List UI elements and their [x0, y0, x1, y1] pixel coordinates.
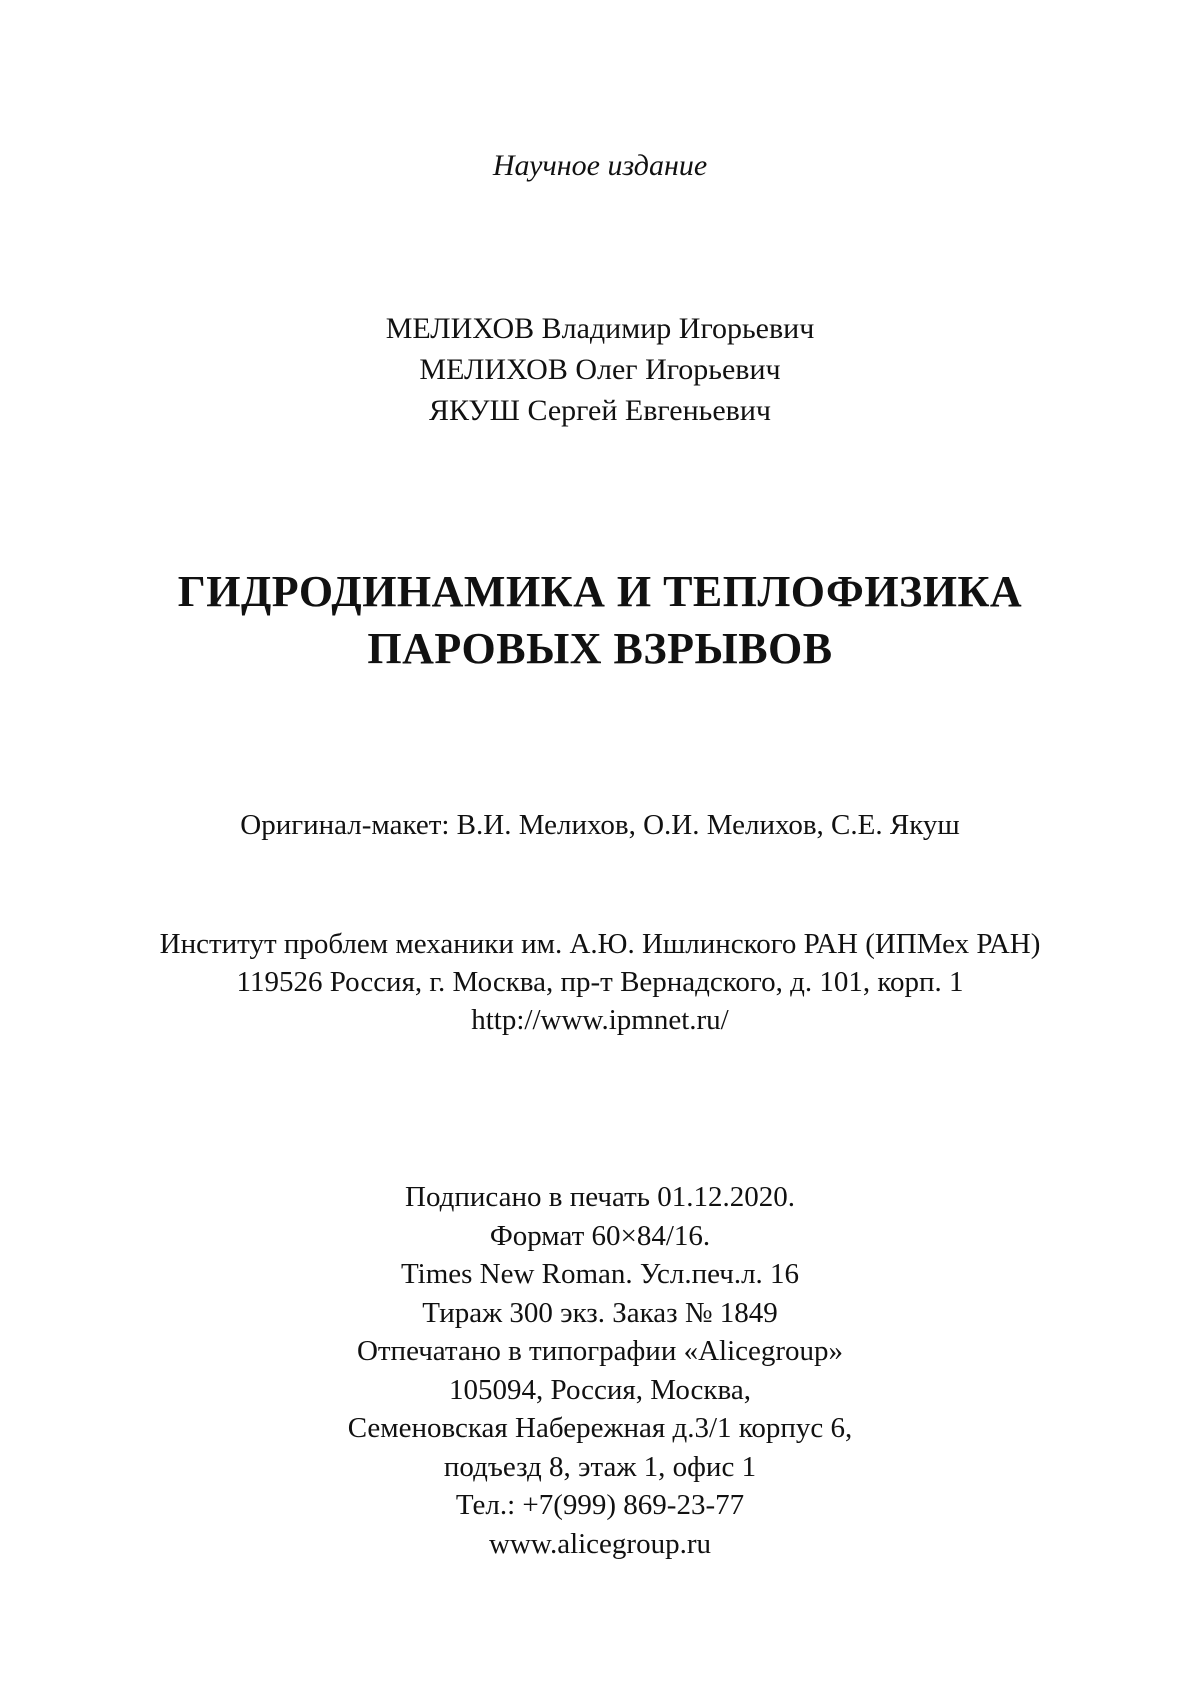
publication-type-text: Научное издание: [492, 149, 708, 182]
layout-credit: [0, 807, 1200, 843]
imprint-format: Формат 60×84/16.: [489, 1219, 711, 1252]
imprint-font-and-sheets: Times New Roman. Усл.печ.л. 16: [400, 1258, 800, 1290]
imprint-website: www.alicegroup.ru: [489, 1527, 711, 1560]
book-title-line-1: ГИДРОДИНАМИКА И ТЕПЛОФИЗИКА: [177, 567, 1023, 616]
author-name: МЕЛИХОВ Владимир Игорьевич: [385, 312, 815, 345]
imprint-printer-address-line-1: 105094, Россия, Москва,: [449, 1373, 751, 1406]
imprint-printer-address-line-3: подъезд 8, этаж 1, офис 1: [443, 1450, 757, 1483]
layout-credit-text: Оригинал-макет: В.И. Мелихов, О.И. Мелихов, С.Е. Якуш: [240, 809, 960, 841]
imprint-signed-date: Подписано в печать 01.12.2020.: [405, 1181, 795, 1213]
imprint-run-and-order: Тираж 300 экз. Заказ № 1849: [422, 1296, 778, 1329]
authors-list: [0, 308, 1200, 431]
book-title-line-2: ПАРОВЫХ ВЗРЫВОВ: [367, 624, 833, 673]
imprint-printer-address-line-2: Семеновская Набережная д.3/1 корпус 6,: [347, 1412, 853, 1444]
imprint-printer: Отпечатано в типографии «Alicegroup»: [356, 1335, 844, 1367]
author-name: МЕЛИХОВ Олег Игорьевич: [419, 353, 781, 386]
publication-type: [0, 148, 1200, 184]
imprint-phone: Тел.: +7(999) 869-23-77: [455, 1489, 745, 1521]
institute-name: Институт проблем механики им. А.Ю. Ишлинского РАН (ИПМех РАН): [159, 928, 1041, 960]
institute-url: http://www.ipmnet.ru/: [471, 1004, 729, 1036]
author-name: ЯКУШ Сергей Евгеньевич: [429, 394, 771, 427]
book-title: [0, 563, 1200, 677]
institute-address: 119526 Россия, г. Москва, пр-т Вернадского, д. 101, корп. 1: [236, 966, 964, 998]
print-imprint: [0, 1178, 1200, 1563]
publisher-institute: [0, 925, 1200, 1039]
